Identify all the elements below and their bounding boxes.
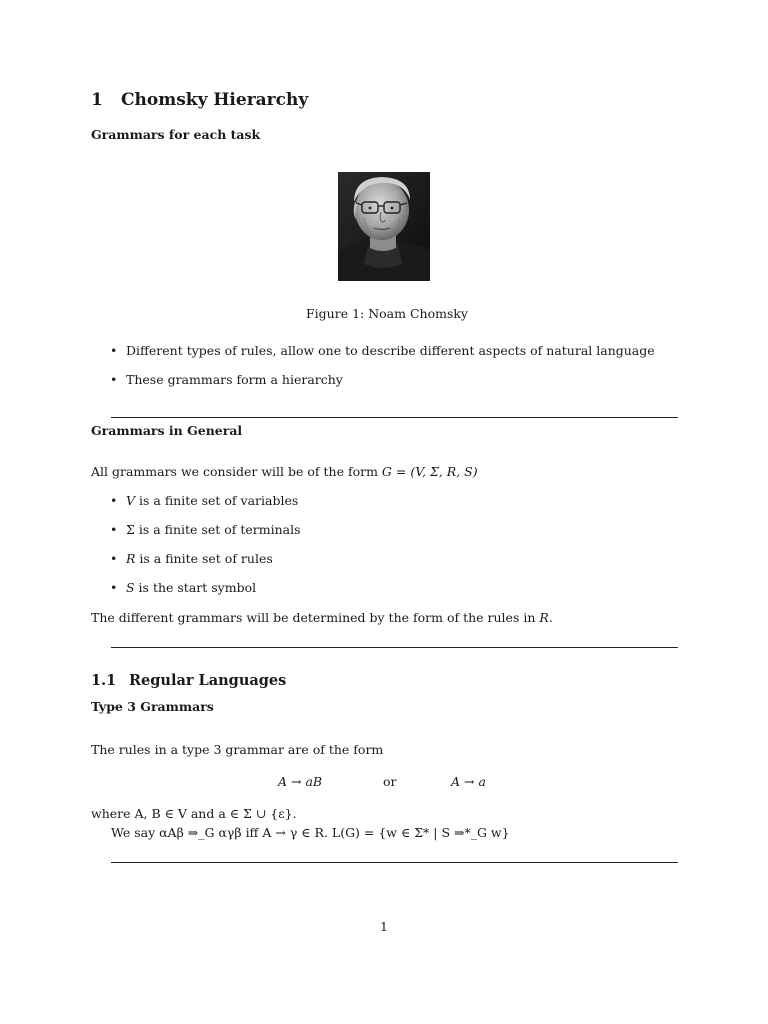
bullet-icon: • [110,580,118,595]
figure-caption: Figure 1: Noam Chomsky [306,306,468,321]
list-item: • Σ is a finite set of terminals [110,522,301,537]
paragraph-title-grammars-in-general: Grammars in General [91,423,243,438]
bullet-icon: • [110,493,118,508]
bullet-icon: • [110,372,118,387]
page-number: 1 [380,919,388,934]
paragraph-title-grammars-for-each-task: Grammars for each task [91,127,261,142]
subsection-heading [91,672,286,689]
derivation-definition-line: We say αAβ ⇒_G αγβ iff A → γ ∈ R. L(G) = {w ∈ Σ* | S ⇒*_G w} [111,825,510,840]
section-number: 1 [91,90,103,110]
rules-intro: The rules in a type 3 grammar are of the form [91,742,384,757]
paragraph-title-type-3-grammars: Type 3 Grammars [91,699,214,714]
bullet-icon: • [110,343,118,358]
rule-or: or [383,774,397,789]
bullet-icon: • [110,522,118,537]
section-title: Chomsky Hierarchy [121,90,309,110]
where-line: where A, B ∈ V and a ∈ Σ ∪ {ε}. [91,806,297,821]
subsection-number: 1.1 [91,672,117,689]
closing-sentence: The different grammars will be determined by the form of the rules in R. [91,610,553,625]
horizontal-rule [111,647,678,648]
grammar-definition-line: All grammars we consider will be of the form G = (V, Σ, R, S) [91,464,478,479]
list-item: • S is the start symbol [110,580,257,595]
rule-form-right: A → a [451,774,486,789]
horizontal-rule [111,417,678,418]
list-item: • R is a finite set of rules [110,551,273,566]
subsection-title: Regular Languages [129,672,287,689]
portrait-photo [338,172,430,281]
horizontal-rule [111,862,678,863]
list-item: • V is a finite set of variables [110,493,299,508]
grammar-tuple-math: G = (V, Σ, R, S) [381,464,478,479]
rule-form-left: A → aB [278,774,323,789]
list-item: • Different types of rules, allow one to describe different aspects of natural language [110,343,655,358]
list-item: • These grammars form a hierarchy [110,372,343,387]
section-heading [91,90,308,110]
bullet-icon: • [110,551,118,566]
